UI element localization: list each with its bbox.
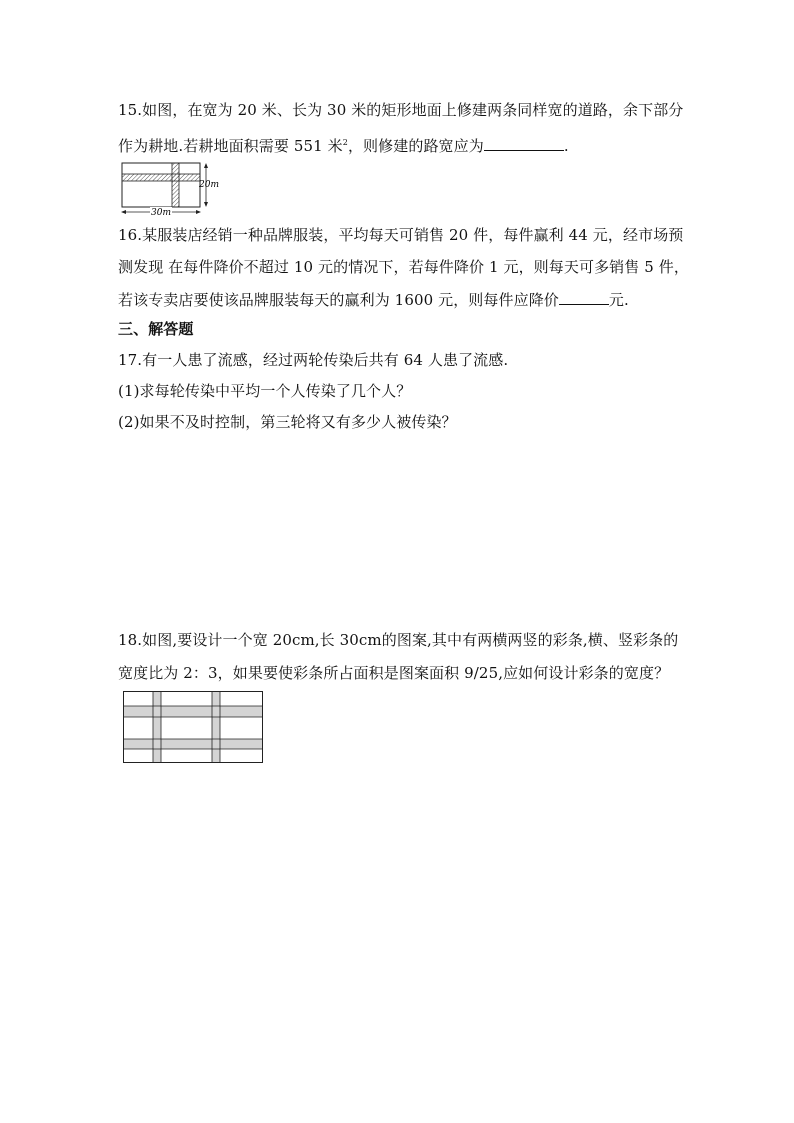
- q18-horizontal-stripe-2: [124, 739, 262, 749]
- q18-horizontal-stripe-1: [124, 706, 262, 717]
- q15-width-label: 30m: [151, 208, 171, 216]
- q15-line-2-text: 作为耕地.若耕地面积需要 551 米: [118, 137, 343, 155]
- q16-line-3: [118, 289, 629, 310]
- q16-line-1: 16.某服装店经销一种品牌服装，平均每天可销售 20 件，每件赢利 44 元，经市场预: [118, 226, 684, 244]
- q16-line-3-text: 若该专卖店要使该品牌服装每天的赢利为 1600 元，则每件应降价: [118, 291, 559, 309]
- q16-line-3-end: 元.: [608, 291, 629, 309]
- q15-field-outline: [122, 163, 200, 207]
- q16-answer-blank[interactable]: [559, 289, 609, 305]
- q15-horizontal-road: [122, 174, 200, 181]
- q15-height-label: 20m: [199, 180, 219, 190]
- q15-line-2-text-b: ，则修建的路宽应为: [347, 137, 484, 155]
- q15-line-2: [118, 133, 569, 156]
- q15-line-1: 15.如图，在宽为 20 米、长为 30 米的矩形地面上修建两条同样宽的道路，余下部分: [118, 101, 684, 119]
- q15-answer-blank[interactable]: [484, 135, 564, 151]
- q18-line-2: 宽度比为 2：3，如果要使彩条所占面积是图案面积 9/25,应如何设计彩条的宽度？: [118, 664, 670, 682]
- section-3-heading: 三、解答题: [118, 320, 194, 338]
- q16-line-2: 测发现 在每件降价不超过 10 元的情况下，若每件降价 1 元，则每天可多销售 5 件，: [118, 258, 689, 276]
- q15-road-diagram: [118, 160, 222, 216]
- q18-pattern-outline: [124, 692, 263, 763]
- q18-line-1: 18.如图,要设计一个宽 20cm,长 30cm的图案,其中有两横两竖的彩条,横、竖彩条的: [118, 631, 679, 649]
- q17-part-2: (2)如果不及时控制，第三轮将又有多少人被传染？: [118, 413, 457, 431]
- q17-stem: 17.有一人患了流感，经过两轮传染后共有 64 人患了流感.: [118, 351, 509, 369]
- q18-stripe-pattern: [122, 690, 266, 766]
- q15-line-2-end: .: [563, 137, 569, 155]
- q15-superscript: 2: [342, 138, 348, 147]
- q17-part-1: (1)求每轮传染中平均一个人传染了几个人？: [118, 382, 412, 400]
- q18-vertical-stripe-2: [212, 692, 220, 762]
- q18-vertical-stripe-1: [153, 692, 161, 762]
- q15-vertical-road: [172, 163, 179, 207]
